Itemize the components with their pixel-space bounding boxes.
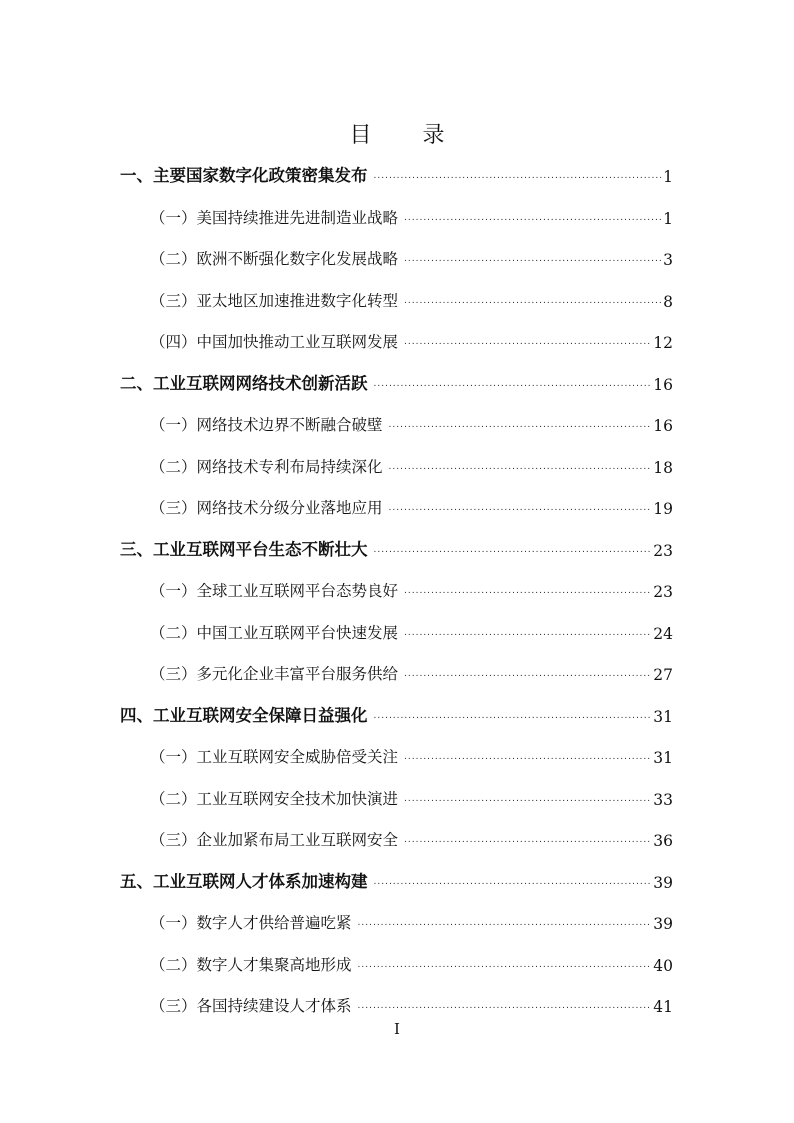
page-number-footer: I bbox=[394, 1020, 400, 1038]
toc-entry-page-number: 27 bbox=[653, 666, 673, 684]
toc-entry-title: （三）亚太地区加速推进数字化转型 bbox=[150, 291, 399, 310]
toc-entry-page-number: 31 bbox=[653, 707, 673, 726]
toc-dot-leader bbox=[404, 752, 651, 762]
toc-entry-page-number: 24 bbox=[653, 624, 673, 643]
toc-entry-title: 三、工业互联网平台生态不断壮大 bbox=[120, 539, 368, 559]
toc-entry-title: （二）数字人才集聚高地形成 bbox=[150, 955, 352, 974]
toc-dot-leader bbox=[374, 545, 652, 555]
toc-entry-title: （二）中国工业互联网平台快速发展 bbox=[150, 623, 399, 642]
toc-dot-leader bbox=[404, 794, 651, 804]
toc-dot-leader bbox=[374, 711, 652, 721]
toc-section-entry[interactable] bbox=[150, 200, 673, 228]
toc-entry-title: 二、工业互联网网络技术创新活跃 bbox=[120, 373, 368, 393]
toc-section-entry[interactable] bbox=[150, 283, 673, 311]
toc-entry-page-number: 16 bbox=[653, 375, 673, 394]
toc-section-entry[interactable] bbox=[150, 739, 673, 767]
toc-dot-leader bbox=[404, 669, 651, 679]
toc-entry-title: （三）企业加紧布局工业互联网安全 bbox=[150, 831, 399, 849]
toc-entry-page-number: 8 bbox=[663, 292, 673, 311]
toc-entry-title: （四）中国加快推动工业互联网发展 bbox=[150, 333, 399, 351]
toc-entry-title: （二）网络技术专利布局持续深化 bbox=[150, 457, 383, 476]
toc-entry-title: （二）工业互联网安全技术加快演进 bbox=[150, 789, 399, 808]
toc-chapter-entry[interactable] bbox=[120, 532, 673, 560]
toc-section-entry[interactable] bbox=[150, 324, 673, 352]
toc-entry-page-number: 1 bbox=[663, 209, 673, 228]
toc-entry-title: （二）欧洲不断强化数字化发展战略 bbox=[150, 250, 399, 268]
toc-dot-leader bbox=[404, 254, 661, 264]
toc-section-entry[interactable] bbox=[150, 490, 673, 518]
toc-entry-title: 一、主要国家数字化政策密集发布 bbox=[120, 166, 368, 185]
toc-section-entry[interactable] bbox=[150, 947, 673, 975]
toc-entry-page-number: 19 bbox=[653, 500, 673, 518]
toc-entry-title: （三）多元化企业丰富平台服务供给 bbox=[150, 665, 399, 683]
toc-section-entry[interactable] bbox=[150, 615, 673, 643]
toc-dot-leader bbox=[358, 1001, 652, 1011]
toc-dot-leader bbox=[389, 462, 652, 472]
toc-dot-leader bbox=[389, 420, 652, 430]
toc-section-entry[interactable] bbox=[150, 905, 673, 933]
toc-dot-leader bbox=[404, 835, 651, 845]
toc-dot-leader bbox=[374, 171, 662, 181]
toc-entry-page-number: 1 bbox=[663, 168, 673, 186]
toc-chapter-entry[interactable] bbox=[120, 864, 673, 892]
toc-entry-page-number: 3 bbox=[663, 251, 673, 269]
toc-section-entry[interactable] bbox=[150, 449, 673, 477]
toc-entry-page-number: 40 bbox=[653, 956, 673, 975]
toc-entry-page-number: 23 bbox=[653, 583, 673, 601]
toc-entry-title: 四、工业互联网安全保障日益强化 bbox=[120, 705, 368, 725]
toc-entry-title: （一）全球工业互联网平台态势良好 bbox=[150, 582, 399, 600]
toc-dot-leader bbox=[404, 586, 651, 596]
toc-entry-page-number: 16 bbox=[653, 417, 673, 435]
toc-entry-page-number: 39 bbox=[653, 915, 673, 933]
toc-entry-page-number: 18 bbox=[653, 458, 673, 477]
toc-dot-leader bbox=[404, 628, 651, 638]
toc-dot-leader bbox=[374, 379, 652, 389]
toc-dot-leader bbox=[389, 503, 652, 513]
toc-entry-title: （三）网络技术分级分业落地应用 bbox=[150, 499, 383, 517]
toc-entry-page-number: 33 bbox=[653, 790, 673, 809]
toc-entry-page-number: 12 bbox=[653, 334, 673, 352]
toc-dot-leader bbox=[404, 296, 661, 306]
toc-chapter-entry[interactable] bbox=[120, 366, 673, 394]
toc-entry-title: （一）工业互联网安全威胁倍受关注 bbox=[150, 748, 399, 766]
toc-dot-leader bbox=[374, 877, 652, 887]
toc-entry-page-number: 39 bbox=[653, 873, 673, 892]
toc-entry-page-number: 41 bbox=[653, 998, 673, 1016]
toc-entry-title: （三）各国持续建设人才体系 bbox=[150, 997, 352, 1015]
toc-section-entry[interactable] bbox=[150, 241, 673, 269]
toc-section-entry[interactable] bbox=[150, 988, 673, 1016]
toc-dot-leader bbox=[404, 337, 651, 347]
page-title: 目 录 bbox=[349, 123, 467, 148]
toc-section-entry[interactable] bbox=[150, 407, 673, 435]
toc-section-entry[interactable] bbox=[150, 822, 673, 850]
toc-section-entry[interactable] bbox=[150, 656, 673, 684]
toc-dot-leader bbox=[358, 918, 652, 928]
toc-entry-title: 五、工业互联网人才体系加速构建 bbox=[120, 871, 368, 891]
toc-entry-page-number: 31 bbox=[653, 749, 673, 767]
toc-section-entry[interactable] bbox=[150, 573, 673, 601]
toc-dot-leader bbox=[358, 960, 652, 970]
toc-chapter-entry[interactable] bbox=[120, 158, 673, 186]
toc-chapter-entry[interactable] bbox=[120, 698, 673, 726]
toc-section-entry[interactable] bbox=[150, 781, 673, 809]
toc-entry-title: （一）美国持续推进先进制造业战略 bbox=[150, 208, 399, 227]
toc-entry-page-number: 36 bbox=[653, 832, 673, 850]
toc-entry-page-number: 23 bbox=[653, 541, 673, 560]
toc-entry-title: （一）网络技术边界不断融合破壁 bbox=[150, 416, 383, 434]
toc-entry-title: （一）数字人才供给普遍吃紧 bbox=[150, 914, 352, 932]
toc-dot-leader bbox=[404, 213, 661, 223]
